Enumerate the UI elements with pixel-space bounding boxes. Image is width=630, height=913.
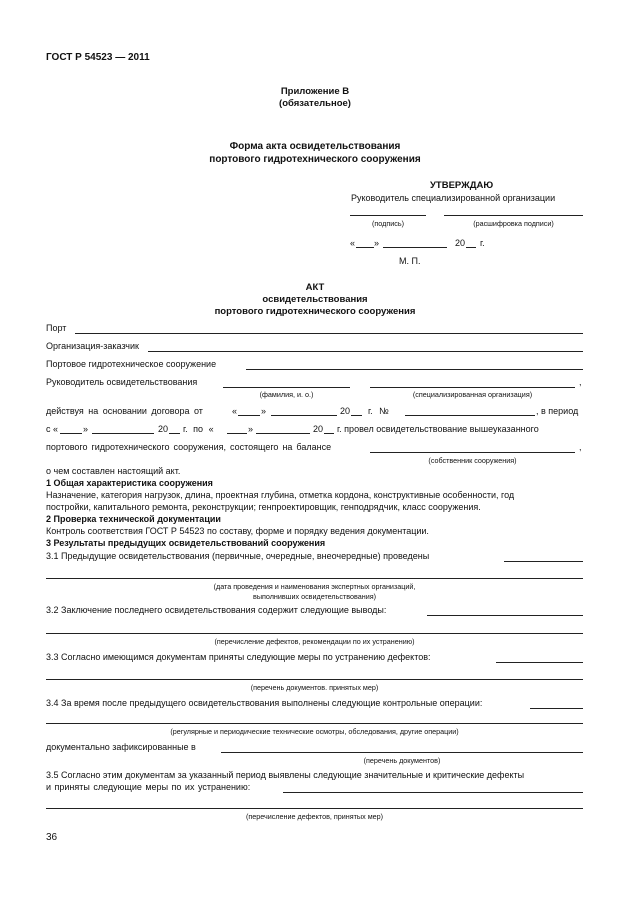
item34-text: 3.4 За время после предыдущего освидетельствования выполнены следующие контрольные операции: bbox=[46, 698, 483, 708]
section3-title: 3 Результаты предыдущих освидетельствований сооружения bbox=[46, 538, 326, 548]
period-from-month-field[interactable] bbox=[92, 433, 154, 434]
period-year1: 20 bbox=[158, 424, 169, 434]
item34-inline-field[interactable] bbox=[530, 708, 583, 709]
section1-text-line2: постройки, капитального ремонта, реконструкции; генпроектировщик, генподрядчик, класс сооружения. bbox=[46, 502, 481, 512]
head-name-field[interactable] bbox=[223, 387, 350, 388]
structure-field[interactable] bbox=[246, 369, 583, 370]
item31-field[interactable] bbox=[46, 578, 583, 579]
item33-text: 3.3 Согласно имеющимся документам приняты следующие меры по устранению дефектов: bbox=[46, 652, 431, 662]
acting-quote-open: « bbox=[232, 406, 238, 416]
signature-caption: (подпись) bbox=[372, 219, 404, 228]
signature-decode-line[interactable] bbox=[444, 215, 583, 216]
head-comma: , bbox=[579, 377, 582, 387]
item34-caption: (регулярные и периодические технические осмотры, обследования, другие операции) bbox=[170, 727, 459, 736]
item33-caption: (перечень документов. принятых мер) bbox=[250, 683, 379, 692]
section2-text: Контроль соответствия ГОСТ Р 54523 по составу, форме и порядку ведения документации. bbox=[46, 526, 429, 536]
period-po: г. по « bbox=[183, 424, 214, 434]
item35-text-line1: 3.5 Согласно этим документам за указанный период выявлены следующие значительные и критические дефекты bbox=[46, 770, 525, 780]
head-org-caption: (специализированная организация) bbox=[412, 390, 533, 399]
item32-inline-field[interactable] bbox=[427, 615, 583, 616]
customer-label: Организация-заказчик bbox=[46, 341, 139, 351]
approve-month-line[interactable] bbox=[383, 247, 447, 248]
customer-field[interactable] bbox=[148, 351, 583, 352]
contract-day-field[interactable] bbox=[238, 415, 260, 416]
signature-decode-caption: (расшифровка подписи) bbox=[473, 219, 554, 228]
acting-year: 20 bbox=[340, 406, 351, 416]
section1-text-line1: Назначение, категория нагрузок, длина, проектная глубина, отметка кордона, конструктивные особенности, год bbox=[46, 490, 515, 500]
standard-number: ГОСТ Р 54523 — 2011 bbox=[46, 52, 150, 63]
item33-field[interactable] bbox=[46, 679, 583, 680]
approve-date-mid: » bbox=[374, 238, 380, 248]
balance-comma: , bbox=[579, 442, 582, 452]
approve-year-line[interactable] bbox=[466, 247, 476, 248]
item34-doc-caption: (перечень документов) bbox=[363, 756, 441, 765]
page-number: 36 bbox=[46, 832, 58, 843]
item34-doc-label: документально зафиксированные в bbox=[46, 742, 196, 752]
item32-text: 3.2 Заключение последнего освидетельствования содержит следующие выводы: bbox=[46, 605, 387, 615]
period-to-month-field[interactable] bbox=[256, 433, 310, 434]
item34-field[interactable] bbox=[46, 723, 583, 724]
act-title: АКТ bbox=[305, 282, 325, 293]
approve-date-year: 20 bbox=[455, 238, 466, 248]
contract-year-field[interactable] bbox=[351, 415, 362, 416]
appendix-subtitle: (обязательное) bbox=[279, 98, 351, 109]
owner-field[interactable] bbox=[370, 452, 575, 453]
drawn-up-text: о чем составлен настоящий акт. bbox=[46, 466, 181, 476]
period-year2: 20 bbox=[313, 424, 324, 434]
item31-inline-field[interactable] bbox=[504, 561, 583, 562]
section1-title: 1 Общая характеристика сооружения bbox=[46, 478, 213, 488]
item34-doc-field[interactable] bbox=[221, 752, 583, 753]
item31-text: 3.1 Предыдущие освидетельствования (первичные, очередные, внеочередные) проведены bbox=[46, 551, 430, 561]
port-field[interactable] bbox=[75, 333, 583, 334]
contract-number-field[interactable] bbox=[405, 415, 535, 416]
acting-label: действуя на основании договора от bbox=[46, 406, 203, 416]
period-to-year-field[interactable] bbox=[324, 433, 334, 434]
period-to-day-field[interactable] bbox=[227, 433, 247, 434]
contract-month-field[interactable] bbox=[271, 415, 337, 416]
item32-caption: (перечисление дефектов, рекомендации по их устранению) bbox=[214, 637, 415, 646]
structure-label: Портовое гидротехническое сооружение bbox=[46, 359, 217, 369]
approve-role: Руководитель специализированной организации bbox=[351, 193, 556, 203]
balance-label: портового гидротехнического сооружения, состоящего на балансе bbox=[46, 442, 332, 452]
stamp-place: М. П. bbox=[399, 256, 421, 266]
acting-period-label: , в период bbox=[536, 406, 579, 416]
appendix-title: Приложение В bbox=[280, 86, 350, 97]
item35-field[interactable] bbox=[46, 808, 583, 809]
acting-quote-close: » bbox=[261, 406, 267, 416]
period-from-close: » bbox=[83, 424, 89, 434]
form-title-line1: Форма акта освидетельствования bbox=[229, 141, 401, 152]
item31-caption-line2: выполнивших освидетельствования) bbox=[253, 592, 376, 601]
head-org-field[interactable] bbox=[370, 387, 575, 388]
approve-date-suffix: г. bbox=[480, 238, 485, 248]
period-from-day-field[interactable] bbox=[60, 433, 82, 434]
period-from: с « bbox=[46, 424, 59, 434]
head-name-caption: (фамилия, и. о.) bbox=[259, 390, 314, 399]
signature-line[interactable] bbox=[350, 215, 426, 216]
approve-date-open: « bbox=[350, 238, 356, 248]
acting-number-label: г. № bbox=[368, 406, 389, 416]
head-label: Руководитель освидетельствования bbox=[46, 377, 198, 387]
approve-title: УТВЕРЖДАЮ bbox=[430, 180, 494, 191]
act-title-line3: портового гидротехнического сооружения bbox=[214, 306, 416, 317]
item35-text-line2: и приняты следующие меры по их устранению: bbox=[46, 782, 251, 792]
form-title-line2: портового гидротехнического сооружения bbox=[209, 154, 421, 165]
section2-title: 2 Проверка технической документации bbox=[46, 514, 221, 524]
item35-caption: (перечисление дефектов, принятых мер) bbox=[245, 812, 384, 821]
owner-caption: (собственник сооружения) bbox=[428, 456, 517, 465]
act-title-line2: освидетельствования bbox=[262, 294, 368, 305]
period-end: г. провел освидетельствование вышеуказанного bbox=[337, 424, 539, 434]
item33-inline-field[interactable] bbox=[496, 662, 583, 663]
item31-caption-line1: (дата проведения и наименования экспертных организаций, bbox=[213, 582, 416, 591]
approve-day-line[interactable] bbox=[356, 247, 374, 248]
item32-field[interactable] bbox=[46, 633, 583, 634]
period-from-year-field[interactable] bbox=[169, 433, 180, 434]
item35-inline-field[interactable] bbox=[283, 792, 583, 793]
period-close2: » bbox=[248, 424, 254, 434]
port-label: Порт bbox=[46, 323, 67, 333]
